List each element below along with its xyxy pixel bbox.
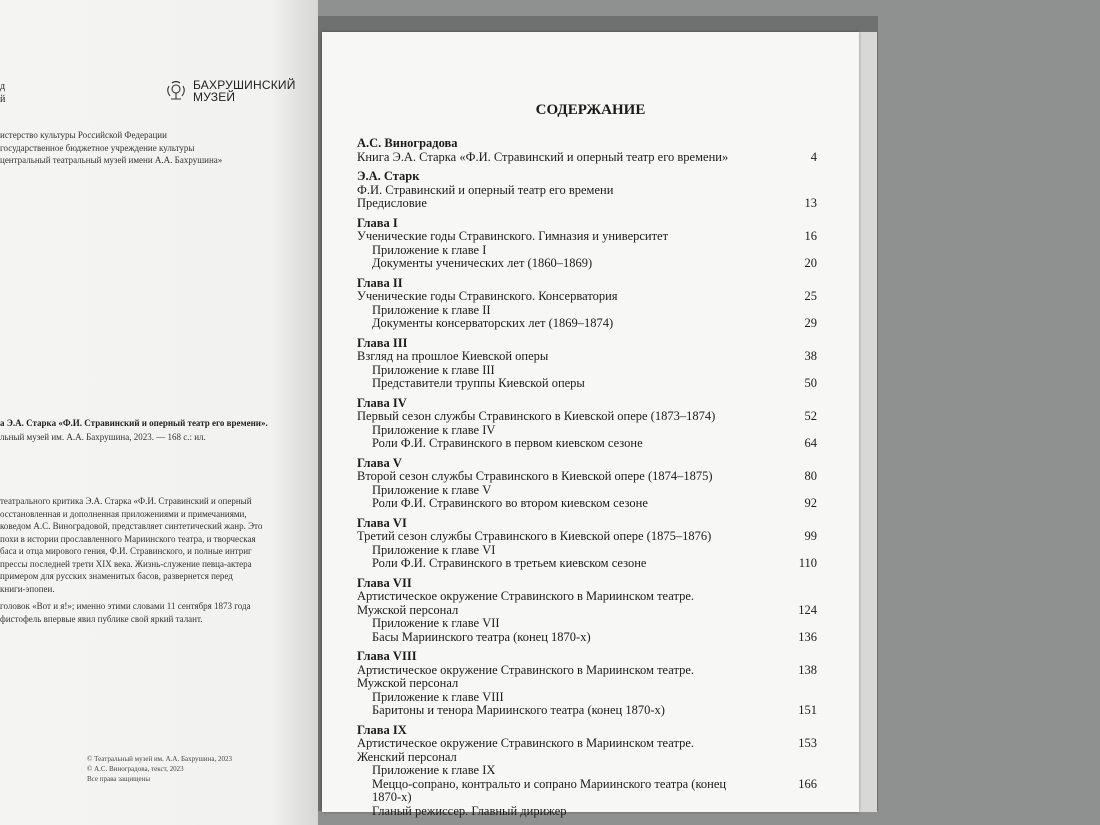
toc-section-heading: Глава VIII xyxy=(357,649,417,663)
copyright-line: © Театральный музей им. А.А. Бахрушина, 2023 xyxy=(87,755,232,763)
abstract-line: коведом А.С. Виноградовой, представляет синтетический жанр. Это xyxy=(0,521,263,531)
toc-entry[interactable] xyxy=(357,664,817,678)
toc-section xyxy=(357,277,817,331)
toc-entry-title: Первый сезон службы Стравинского в Киевской опере (1873–1874) xyxy=(357,409,716,423)
toc-entry[interactable] xyxy=(357,764,817,778)
toc-section-heading: Глава IX xyxy=(357,722,407,737)
copyright-line: Все права защищены xyxy=(87,775,151,783)
toc-entry-title: Приложение к главе V xyxy=(372,482,492,497)
toc-section xyxy=(357,517,817,571)
toc-entry-title: Артистическое окружение Стравинского в Мариинском театре. xyxy=(357,736,694,750)
publisher-logo-text xyxy=(193,79,296,103)
toc-section xyxy=(357,217,817,271)
abstract-line: фистофель впервые явил публике свой яркий талант. xyxy=(0,613,203,624)
abstract-line: книги-эпопеи. xyxy=(0,583,55,594)
abstract-line: примером для русских знаменитых басов, развернется перед xyxy=(0,571,233,581)
institution-line: центральный театральный музей имени А.А. Бахрушина» xyxy=(0,155,223,165)
institution-line: государственное бюджетное учреждение культуры xyxy=(0,143,195,153)
toc-entry-title: Второй сезон службы Стравинского в Киевской опере (1874–1875) xyxy=(357,469,713,483)
toc-section-heading: Глава VI xyxy=(357,515,407,530)
toc-page-number: 4 xyxy=(810,149,817,164)
toc-entry[interactable] xyxy=(357,317,817,331)
toc-entry-title: Приложение к главе II xyxy=(372,302,491,317)
toc-entry-title: Баритоны и тенора Мариинского театра (конец 1870-х) xyxy=(372,703,665,717)
toc-entry-title: Третий сезон службы Стравинского в Киевской опере (1875–1876) xyxy=(357,529,712,543)
toc-entry[interactable] xyxy=(357,530,817,544)
abstract xyxy=(0,495,300,625)
toc-page-number: 52 xyxy=(804,409,817,423)
toc-entry-title: Женский персонал xyxy=(357,749,457,764)
abstract-line: осстановленная и дополненная приложениями и примечаниями, xyxy=(0,508,247,519)
toc-entry[interactable] xyxy=(357,751,817,765)
toc-section xyxy=(357,337,817,391)
toc-page-number: 110 xyxy=(798,556,817,570)
page-edge xyxy=(859,32,877,812)
toc-page-number: 64 xyxy=(804,436,817,450)
toc-entry[interactable] xyxy=(357,497,817,511)
toc-page-number: 99 xyxy=(804,529,817,543)
toc-section-heading: А.С. Виноградова xyxy=(357,136,458,150)
toc-entry-title: Артистическое окружение Стравинского в Мариинском театре. xyxy=(357,589,694,603)
abstract-line: театрального критика Э.А. Старка «Ф.И. Стравинский и оперный xyxy=(0,496,252,506)
toc-entry-title: Роли Ф.И. Стравинского во втором киевском сезоне xyxy=(372,496,648,510)
toc-entry-title: Мужской персонал xyxy=(357,676,459,690)
toc-page-number: 16 xyxy=(804,229,817,243)
toc-entry[interactable] xyxy=(357,631,817,645)
toc-page-number: 20 xyxy=(804,256,817,270)
toc-entry-title: Роли Ф.И. Стравинского в первом киевском сезоне xyxy=(372,436,643,450)
toc-section-heading: Глава V xyxy=(357,455,402,470)
page-title: СОДЕРЖАНИЕ xyxy=(535,102,646,118)
toc-entry[interactable] xyxy=(357,484,817,498)
toc-entry-title: Книга Э.А. Старка «Ф.И. Стравинский и оперный театр его времени» xyxy=(357,149,729,164)
toc-entry-title: Меццо-сопрано, контральто и сопрано Мариинского театра (конец 1870-х) xyxy=(372,776,727,804)
toc-entry[interactable] xyxy=(357,197,817,211)
toc-entry[interactable] xyxy=(357,350,817,364)
toc-entry-title: Мужской персонал xyxy=(357,602,459,617)
toc-entry[interactable] xyxy=(357,377,817,391)
margin-mark: д xyxy=(0,81,6,92)
publisher-logo xyxy=(163,78,296,104)
toc-section xyxy=(357,457,817,511)
right-page xyxy=(322,32,859,818)
toc-entry-title: Ученические годы Стравинского. Гимназия и университет xyxy=(357,229,669,243)
abstract-line: похи в истории прославленного Мариинского театра, и творческая xyxy=(0,533,256,544)
table-of-contents xyxy=(357,137,817,818)
toc-entry-title: Документы ученических лет (1860–1869) xyxy=(372,256,593,270)
toc-entry[interactable] xyxy=(357,557,817,571)
toc-section xyxy=(357,170,817,211)
toc-page-number: 13 xyxy=(804,196,817,210)
toc-section-heading: Глава III xyxy=(357,335,408,350)
toc-entry[interactable] xyxy=(357,544,817,558)
toc-page-number: 50 xyxy=(804,376,817,390)
institution-line: истерство культуры Российской Федерации xyxy=(0,130,167,140)
toc-page-number: 166 xyxy=(798,776,817,791)
toc-page-number: 92 xyxy=(804,496,817,510)
toc-page-number: 138 xyxy=(798,662,817,677)
toc-section-heading: Э.А. Старк xyxy=(357,169,420,183)
toc-entry[interactable] xyxy=(357,364,817,378)
toc-entry[interactable] xyxy=(357,617,817,631)
toc-entry[interactable] xyxy=(357,184,817,198)
toc-entry[interactable] xyxy=(357,304,817,318)
toc-entry-title: Приложение к главе IV xyxy=(372,422,496,437)
toc-entry-title: Приложение к главе VIII xyxy=(372,689,504,704)
toc-entry[interactable] xyxy=(357,691,817,705)
toc-entry[interactable] xyxy=(357,677,817,691)
toc-entry[interactable] xyxy=(357,704,817,718)
toc-entry-title: Ф.И. Стравинский и оперный театр его времени xyxy=(357,182,614,197)
toc-section-heading: Глава IV xyxy=(357,395,407,410)
toc-entry-title: Роли Ф.И. Стравинского в третьем киевском сезоне xyxy=(372,556,647,570)
toc-page-number: 29 xyxy=(804,316,817,330)
toc-entry[interactable] xyxy=(357,290,817,304)
bibliographic-title: а Э.А. Старка «Ф.И. Стравинский и оперный театр его времени». xyxy=(0,418,268,428)
toc-entry-title: Документы консерваторских лет (1869–1874) xyxy=(372,316,614,330)
toc-entry[interactable] xyxy=(357,778,817,805)
toc-entry-title: Представители труппы Киевской оперы xyxy=(372,376,585,390)
toc-page-number: 136 xyxy=(798,629,817,644)
toc-entry[interactable] xyxy=(357,151,817,165)
toc-page-number: 38 xyxy=(804,349,817,363)
toc-section xyxy=(357,650,817,718)
toc-entry-title: Ученические годы Стравинского. Консерватория xyxy=(357,289,618,303)
abstract-line: прессы последней трети XIX века. Жизнь-служение певца-актера xyxy=(0,558,252,569)
toc-entry[interactable] xyxy=(357,244,817,258)
toc-section-heading: Глава VII xyxy=(357,575,412,590)
toc-entry[interactable] xyxy=(357,410,817,424)
toc-section xyxy=(357,397,817,451)
toc-page-number: 151 xyxy=(798,703,817,717)
museum-emblem-icon xyxy=(163,78,189,104)
toc-section xyxy=(357,137,817,164)
logo-line: БАХРУШИНСКИЙ xyxy=(193,78,296,92)
left-page xyxy=(0,0,318,825)
logo-line: МУЗЕЙ xyxy=(193,90,236,104)
toc-entry-title: Приложение к главе VII xyxy=(372,616,500,630)
toc-entry[interactable] xyxy=(357,257,817,271)
toc-entry-title: Приложение к главе I xyxy=(372,242,487,257)
toc-entry[interactable] xyxy=(357,604,817,618)
toc-entry[interactable] xyxy=(357,230,817,244)
toc-section-heading: Глава II xyxy=(357,275,403,290)
toc-entry[interactable] xyxy=(357,737,817,751)
abstract-line: головок «Вот и я!»; именно этими словами 11 сентября 1873 года xyxy=(0,601,251,611)
toc-page-number: 25 xyxy=(804,289,817,303)
toc-section-heading: Глава I xyxy=(357,215,398,230)
toc-section xyxy=(357,577,817,645)
toc-entry[interactable] xyxy=(357,805,817,819)
toc-entry-title: Артистическое окружение Стравинского в Мариинском театре. xyxy=(357,662,694,677)
copyright-line: © А.С. Виноградова, текст, 2023 xyxy=(87,765,184,773)
toc-entry-title: Приложение к главе IX xyxy=(372,763,496,777)
toc-entry[interactable] xyxy=(357,470,817,484)
copyright-block xyxy=(87,754,232,784)
toc-entry-title: Басы Мариинского театра (конец 1870-х) xyxy=(372,629,591,644)
toc-entry-title: Приложение к главе VI xyxy=(372,542,496,557)
bibliographic-imprint: льный музей им. А.А. Бахрушина, 2023. — 168 с.: ил. xyxy=(0,432,206,442)
margin-mark: й xyxy=(0,94,6,105)
toc-page-number: 153 xyxy=(798,736,817,750)
toc-entry-title: Предисловие xyxy=(357,196,427,210)
toc-page-number: 80 xyxy=(804,469,817,483)
toc-entry-title: Гланый режиссер. Главный дирижер xyxy=(372,803,567,818)
toc-entry-title: Приложение к главе III xyxy=(372,362,495,377)
toc-section xyxy=(357,724,817,819)
toc-entry[interactable] xyxy=(357,437,817,451)
toc-entry-title: Взгляд на прошлое Киевской оперы xyxy=(357,349,549,363)
toc-entry[interactable] xyxy=(357,424,817,438)
toc-page-number: 124 xyxy=(798,602,817,617)
abstract-line: баса и отца мирового гения, Ф.И. Стравинского, и полные интриг xyxy=(0,546,252,556)
toc-entry[interactable] xyxy=(357,590,817,604)
